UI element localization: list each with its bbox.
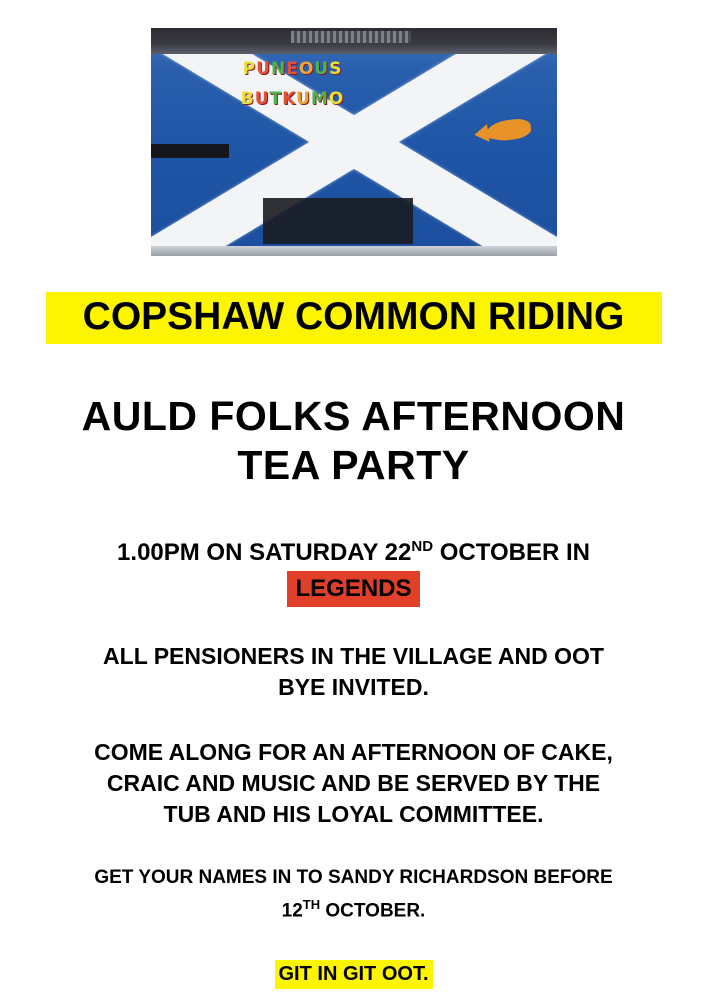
headline-line-2: TEA PARTY: [237, 442, 470, 488]
photo-slats: [291, 31, 411, 43]
rsvp-date-ordinal: TH: [302, 897, 321, 912]
invitation-paragraph: [0, 641, 707, 703]
rsvp-date-suffix: OCTOBER.: [320, 900, 426, 922]
letter-banner-line-1: PUNEOUS: [242, 59, 343, 79]
description-line-1: COME ALONG FOR AN AFTERNOON OF CAKE,: [94, 739, 613, 765]
letter-banner: [203, 54, 383, 120]
description-line-2: CRAIC AND MUSIC AND BE SERVED BY THE: [106, 770, 601, 796]
rsvp-line-2: [0, 891, 707, 924]
saltire-flag-photo: [151, 28, 557, 256]
photo-top-band: [151, 28, 557, 54]
event-title-banner: [46, 292, 662, 344]
closing-text: GIT IN GIT OOT.: [275, 960, 433, 989]
rsvp-paragraph: [0, 864, 707, 924]
event-datetime: [0, 530, 707, 607]
event-title: COPSHAW COMMON RIDING: [82, 295, 625, 338]
rsvp-line-1: GET YOUR NAMES IN TO SANDY RICHARDSON BEFORE: [94, 867, 613, 888]
photo-container: [0, 0, 707, 256]
event-datetime-suffix: OCTOBER IN: [433, 539, 590, 566]
description-paragraph: [0, 737, 707, 830]
description-line-3: TUB AND HIS LOYAL COMMITTEE.: [163, 801, 544, 827]
rsvp-date-prefix: 12: [281, 900, 303, 922]
event-datetime-prefix: 1.00PM ON SATURDAY 22: [117, 539, 412, 566]
photo-bottom-band: [151, 246, 557, 256]
headline-line-1: AULD FOLKS AFTERNOON: [81, 393, 626, 439]
event-date-ordinal: ND: [411, 538, 434, 555]
headline: [0, 392, 707, 490]
letter-banner-line-2: BUTKUMO: [240, 89, 345, 109]
closing-banner: [0, 960, 707, 989]
photo-left-bar: [151, 144, 229, 158]
photo-dark-object: [263, 198, 413, 244]
invitation-line-1: ALL PENSIONERS IN THE VILLAGE AND OOT: [103, 643, 604, 669]
venue-name: LEGENDS: [287, 571, 419, 607]
invitation-line-2: BYE INVITED.: [278, 674, 429, 700]
